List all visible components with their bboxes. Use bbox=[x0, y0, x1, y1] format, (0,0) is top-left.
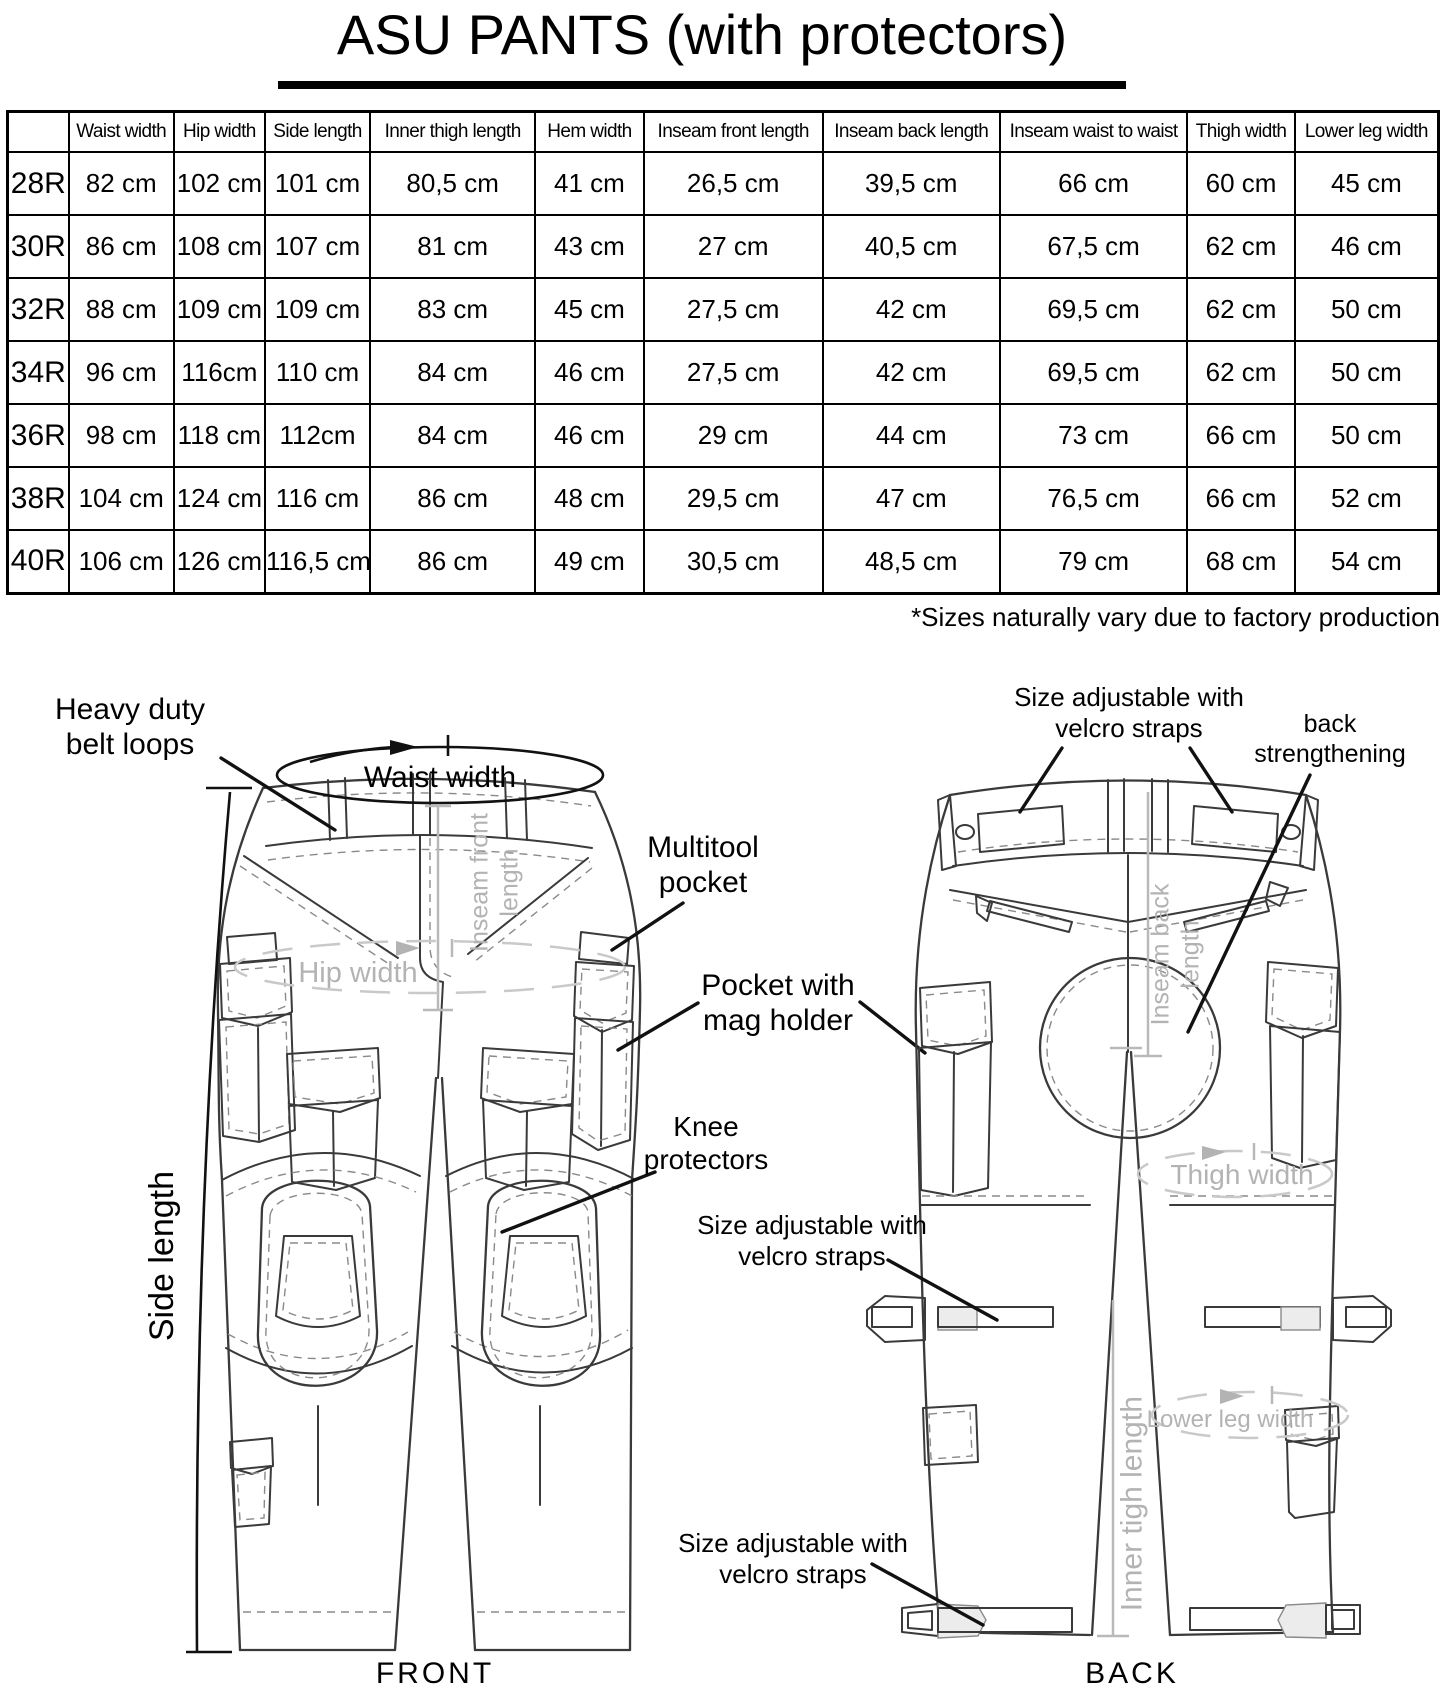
value-cell: 116 cm bbox=[265, 467, 370, 530]
annotation-hip-width: Hip width bbox=[298, 957, 418, 989]
value-cell: 80,5 cm bbox=[370, 152, 535, 215]
value-cell: 27,5 cm bbox=[644, 341, 823, 404]
value-cell: 42 cm bbox=[823, 341, 1000, 404]
value-cell: 96 cm bbox=[69, 341, 174, 404]
col-header: Inseam front length bbox=[644, 112, 823, 153]
value-cell: 79 cm bbox=[1000, 530, 1188, 593]
value-cell: 86 cm bbox=[69, 215, 174, 278]
front-leader-lines bbox=[186, 735, 925, 1652]
annotation-side-length: Side length bbox=[142, 1170, 181, 1342]
value-cell: 112cm bbox=[265, 404, 370, 467]
table-row bbox=[8, 341, 1439, 404]
col-header: Inseam back length bbox=[823, 112, 1000, 153]
value-cell: 84 cm bbox=[370, 341, 535, 404]
value-cell: 107 cm bbox=[265, 215, 370, 278]
value-cell: 42 cm bbox=[823, 278, 1000, 341]
value-cell: 76,5 cm bbox=[1000, 467, 1188, 530]
value-cell: 45 cm bbox=[1295, 152, 1439, 215]
value-cell: 45 cm bbox=[535, 278, 643, 341]
value-cell: 73 cm bbox=[1000, 404, 1188, 467]
table-row bbox=[8, 278, 1439, 341]
value-cell: 82 cm bbox=[69, 152, 174, 215]
annotation-waist-width: Waist width bbox=[363, 761, 517, 794]
value-cell: 27 cm bbox=[644, 215, 823, 278]
col-header bbox=[8, 112, 69, 153]
waist-arrow-icon bbox=[390, 740, 418, 755]
value-cell: 102 cm bbox=[174, 152, 265, 215]
value-cell: 109 cm bbox=[265, 278, 370, 341]
annotation-velcro-ankle: Size adjustable with velcro straps bbox=[678, 1528, 908, 1589]
value-cell: 116cm bbox=[174, 341, 265, 404]
annotation-back-strengthening: back strengthening bbox=[1254, 710, 1406, 768]
value-cell: 101 cm bbox=[265, 152, 370, 215]
col-header: Lower leg width bbox=[1295, 112, 1439, 153]
size-disclaimer: *Sizes naturally vary due to factory production bbox=[911, 602, 1440, 632]
value-cell: 62 cm bbox=[1187, 215, 1294, 278]
table-row bbox=[8, 404, 1439, 467]
value-cell: 86 cm bbox=[370, 530, 535, 593]
annotation-inseam-front: Inseam front length bbox=[465, 813, 523, 952]
col-header: Waist width bbox=[69, 112, 174, 153]
value-cell: 67,5 cm bbox=[1000, 215, 1188, 278]
value-cell: 29,5 cm bbox=[644, 467, 823, 530]
col-header: Inner thigh length bbox=[370, 112, 535, 153]
value-cell: 86 cm bbox=[370, 467, 535, 530]
value-cell: 88 cm bbox=[69, 278, 174, 341]
value-cell: 47 cm bbox=[823, 467, 1000, 530]
value-cell: 60 cm bbox=[1187, 152, 1294, 215]
annotation-multitool-pocket: Multitool pocket bbox=[647, 831, 759, 900]
col-header: Thigh width bbox=[1187, 112, 1294, 153]
annotation-thigh-width: Thigh width bbox=[1170, 1159, 1314, 1190]
hip-arrow-icon bbox=[396, 941, 420, 956]
size-cell: 28R bbox=[8, 152, 69, 215]
value-cell: 30,5 cm bbox=[644, 530, 823, 593]
front-view-caption: FRONT bbox=[375, 1657, 495, 1690]
value-cell: 50 cm bbox=[1295, 404, 1439, 467]
value-cell: 118 cm bbox=[174, 404, 265, 467]
value-cell: 106 cm bbox=[69, 530, 174, 593]
annotation-knee-protectors: Knee protectors bbox=[643, 1111, 769, 1176]
value-cell: 66 cm bbox=[1187, 404, 1294, 467]
value-cell: 46 cm bbox=[535, 404, 643, 467]
annotation-mag-holder-pocket: Pocket with mag holder bbox=[701, 969, 855, 1038]
value-cell: 66 cm bbox=[1000, 152, 1188, 215]
value-cell: 110 cm bbox=[265, 341, 370, 404]
value-cell: 126 cm bbox=[174, 530, 265, 593]
back-view-caption: BACK bbox=[1085, 1657, 1179, 1690]
value-cell: 40,5 cm bbox=[823, 215, 1000, 278]
value-cell: 44 cm bbox=[823, 404, 1000, 467]
value-cell: 62 cm bbox=[1187, 278, 1294, 341]
value-cell: 83 cm bbox=[370, 278, 535, 341]
annotation-belt-loops: Heavy duty belt loops bbox=[54, 693, 206, 762]
value-cell: 27,5 cm bbox=[644, 278, 823, 341]
value-cell: 46 cm bbox=[1295, 215, 1439, 278]
value-cell: 50 cm bbox=[1295, 341, 1439, 404]
size-cell: 38R bbox=[8, 467, 69, 530]
table-row bbox=[8, 467, 1439, 530]
value-cell: 98 cm bbox=[69, 404, 174, 467]
annotation-lower-leg-width: Lower leg width bbox=[1146, 1406, 1314, 1433]
col-header: Side length bbox=[265, 112, 370, 153]
size-table bbox=[6, 110, 1440, 595]
front-pants-drawing bbox=[218, 774, 640, 1650]
value-cell: 48 cm bbox=[535, 467, 643, 530]
value-cell: 43 cm bbox=[535, 215, 643, 278]
side-length-dimension bbox=[197, 792, 230, 1652]
col-header: Inseam waist to waist bbox=[1000, 112, 1188, 153]
annotation-inseam-back: Inseam back length bbox=[1146, 883, 1204, 1026]
value-cell: 50 cm bbox=[1295, 278, 1439, 341]
annotation-inner-tigh-length: Inner tigh length bbox=[1115, 1396, 1149, 1612]
value-cell: 108 cm bbox=[174, 215, 265, 278]
value-cell: 62 cm bbox=[1187, 341, 1294, 404]
col-header: Hip width bbox=[174, 112, 265, 153]
value-cell: 69,5 cm bbox=[1000, 341, 1188, 404]
size-cell: 34R bbox=[8, 341, 69, 404]
table-row bbox=[8, 530, 1439, 593]
value-cell: 52 cm bbox=[1295, 467, 1439, 530]
size-cell: 40R bbox=[8, 530, 69, 593]
value-cell: 68 cm bbox=[1187, 530, 1294, 593]
header-row bbox=[8, 112, 1439, 153]
table-row bbox=[8, 215, 1439, 278]
size-cell: 32R bbox=[8, 278, 69, 341]
size-cell: 30R bbox=[8, 215, 69, 278]
value-cell: 81 cm bbox=[370, 215, 535, 278]
value-cell: 39,5 cm bbox=[823, 152, 1000, 215]
value-cell: 26,5 cm bbox=[644, 152, 823, 215]
value-cell: 109 cm bbox=[174, 278, 265, 341]
value-cell: 41 cm bbox=[535, 152, 643, 215]
value-cell: 54 cm bbox=[1295, 530, 1439, 593]
value-cell: 48,5 cm bbox=[823, 530, 1000, 593]
table-row bbox=[8, 152, 1439, 215]
value-cell: 84 cm bbox=[370, 404, 535, 467]
col-header: Hem width bbox=[535, 112, 643, 153]
value-cell: 46 cm bbox=[535, 341, 643, 404]
value-cell: 49 cm bbox=[535, 530, 643, 593]
page-title: ASU PANTS (with protectors) bbox=[278, 2, 1126, 89]
value-cell: 66 cm bbox=[1187, 467, 1294, 530]
value-cell: 104 cm bbox=[69, 467, 174, 530]
value-cell: 29 cm bbox=[644, 404, 823, 467]
value-cell: 116,5 cm bbox=[265, 530, 370, 593]
annotation-velcro-waist: Size adjustable with velcro straps bbox=[1014, 682, 1244, 743]
size-cell: 36R bbox=[8, 404, 69, 467]
value-cell: 69,5 cm bbox=[1000, 278, 1188, 341]
annotation-velcro-knee: Size adjustable with velcro straps bbox=[697, 1210, 927, 1271]
value-cell: 124 cm bbox=[174, 467, 265, 530]
